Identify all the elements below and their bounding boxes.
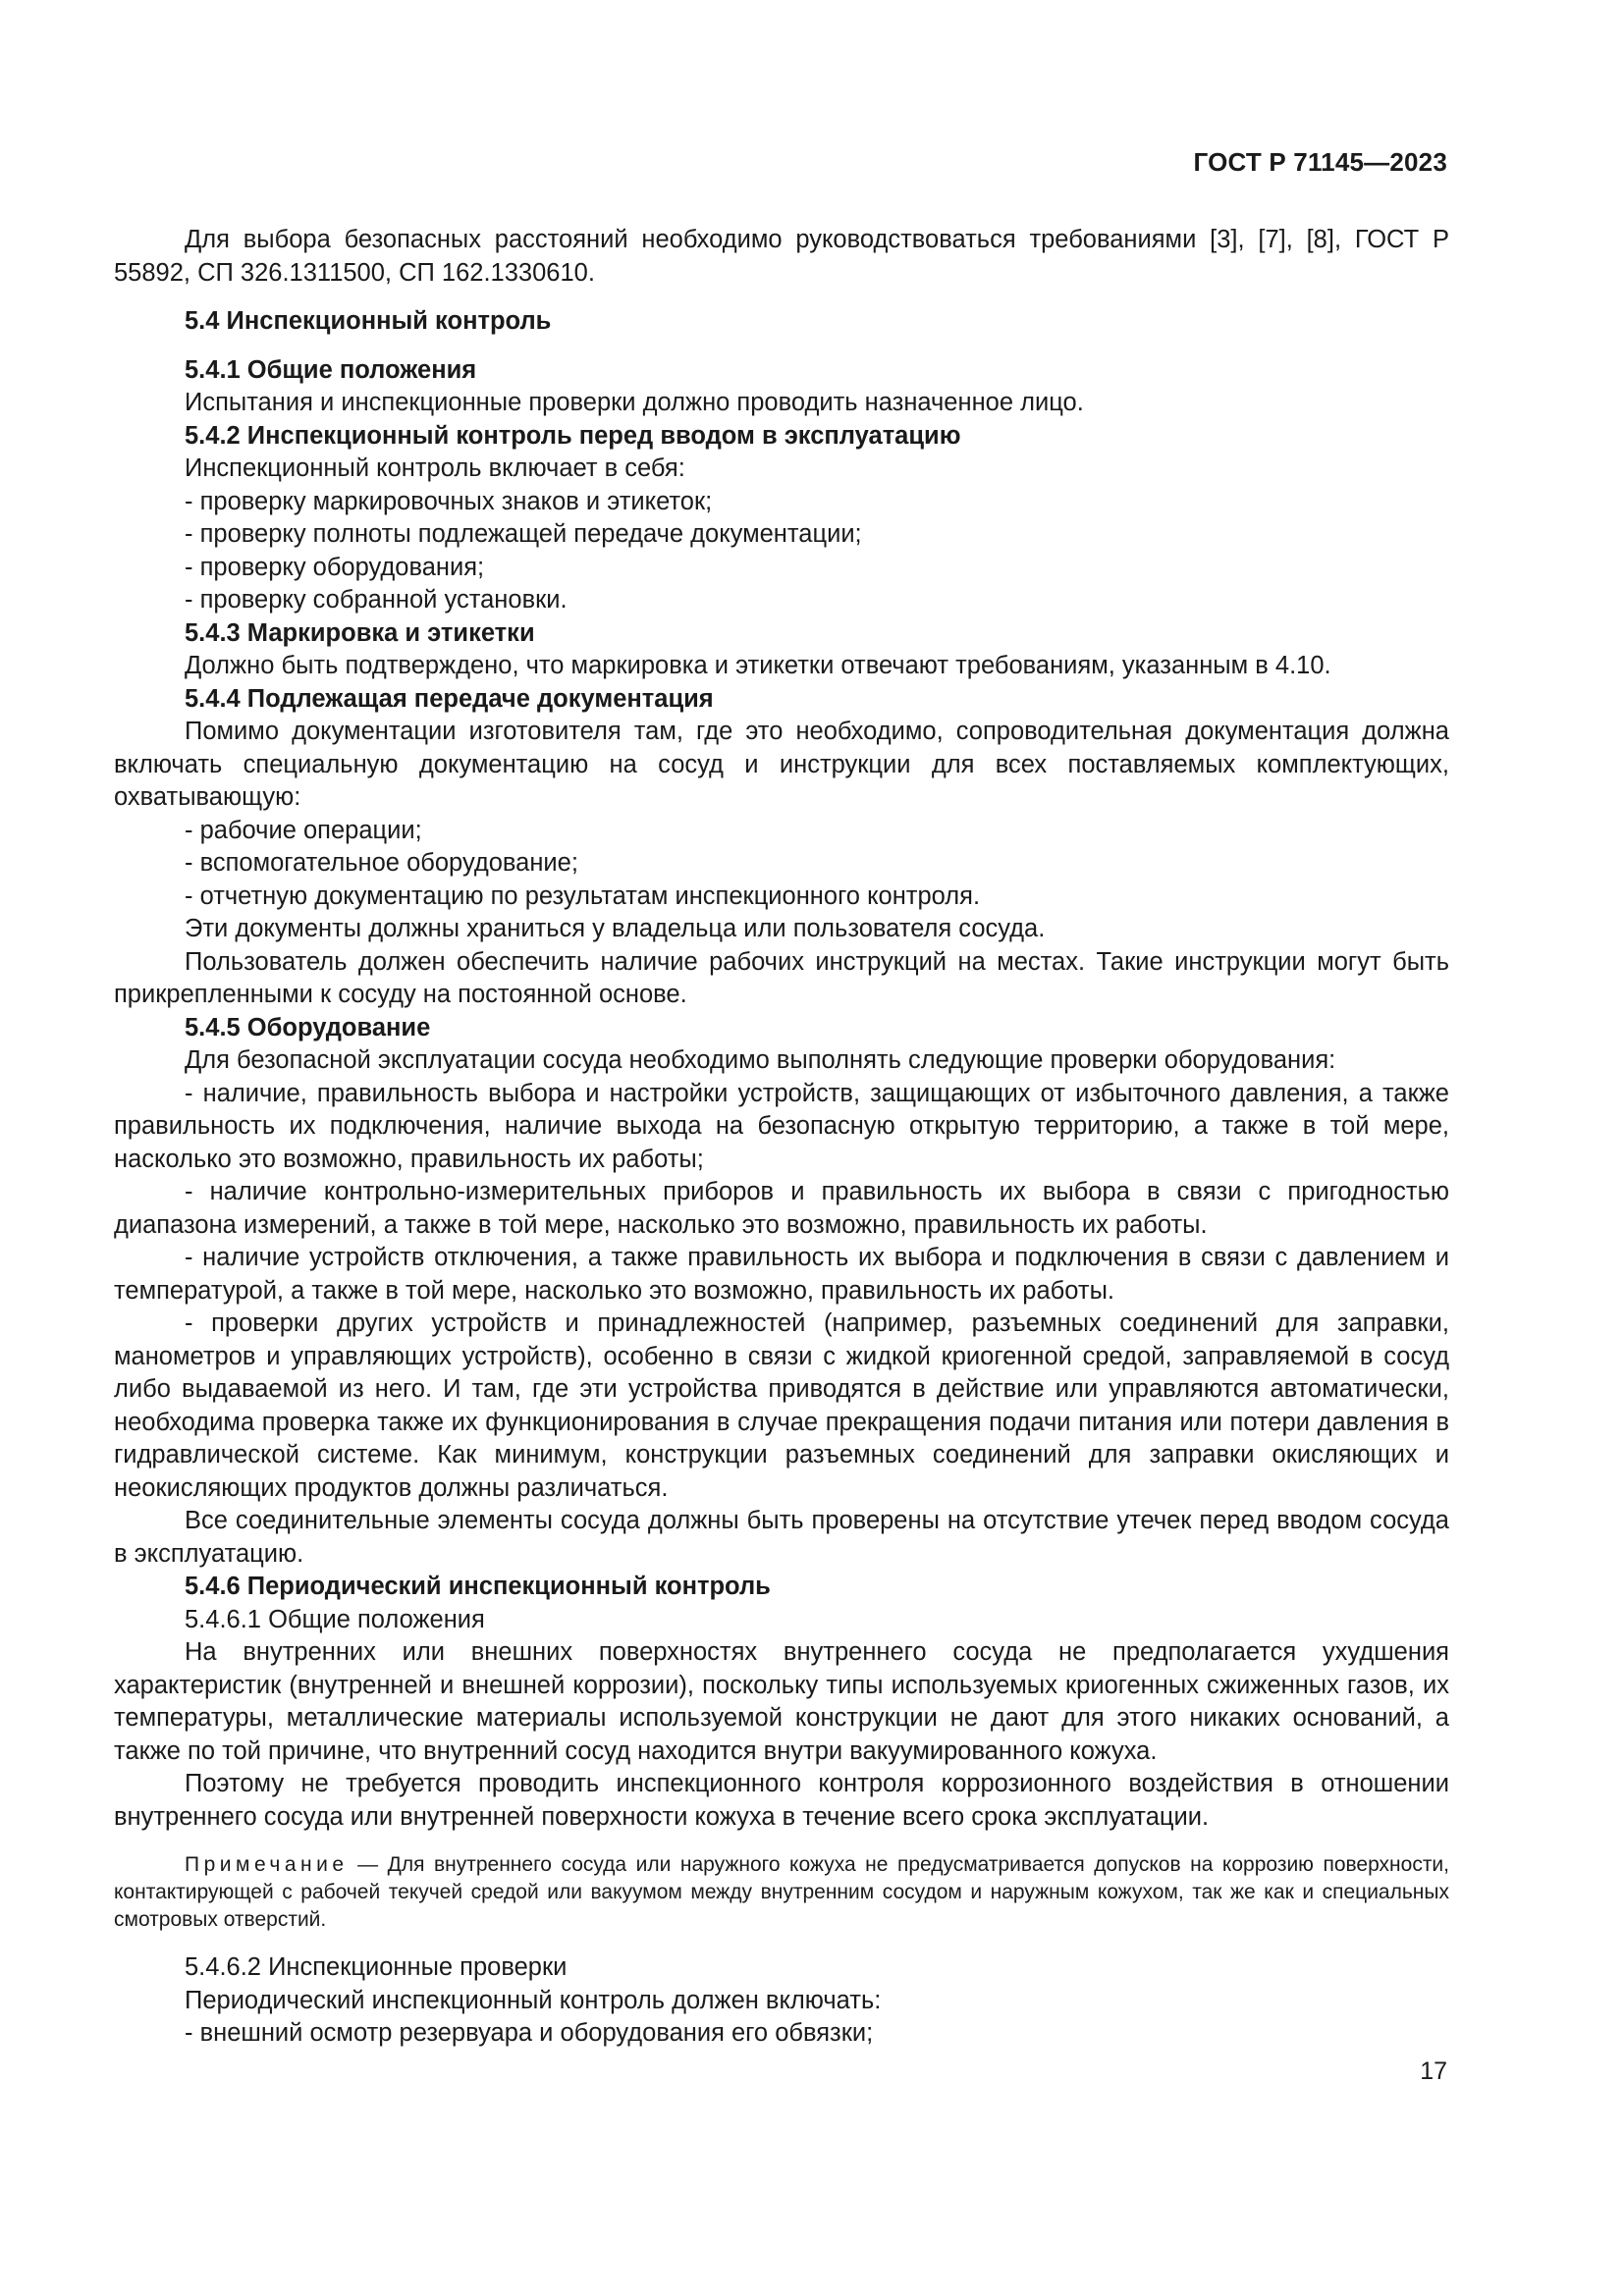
clause-title: 5.4.6.1 Общие положения xyxy=(185,1605,485,1633)
paragraph: Поэтому не требуется проводить инспекционного контроля коррозионного воздействия в отношении внутреннего сосуда или внутренней поверхности кожуха в течение всего срока эксплуатации. xyxy=(114,1770,1449,1831)
paragraph: Помимо документации изготовителя там, где это необходимо, сопроводительная документация должна включать специальную документацию на сосуд и инструкции для всех поставляемых комплектующих, охватывающую: xyxy=(114,718,1449,811)
subsection-heading: 5.4.5 Оборудование xyxy=(185,1013,431,1041)
subsection-heading: 5.4.6 Периодический инспекционный контроль xyxy=(185,1573,771,1600)
list-item: - проверку собранной установки. xyxy=(185,586,568,614)
subsection-heading: 5.4.3 Маркировка и этикетки xyxy=(185,618,535,647)
note xyxy=(114,1851,1449,1934)
paragraph: Пользователь должен обеспечить наличие рабочих инструкций на местах. Такие инструкции могут быть прикрепленными к сосуду на постоянной основе. xyxy=(114,947,1449,1008)
page-body xyxy=(114,224,1449,2051)
paragraph: Должно быть подтверждено, что маркировка и этикетки отвечают требованиям, указанным в 4.10. xyxy=(185,652,1331,679)
document-header: ГОСТ Р 71145—2023 xyxy=(1193,147,1447,177)
page-number: 17 xyxy=(1420,2057,1447,2085)
paragraph: Для безопасной эксплуатации сосуда необходимо выполнять следующие проверки оборудования: xyxy=(185,1046,1336,1074)
section-heading: 5.4 Инспекционный контроль xyxy=(185,307,552,335)
paragraph: Эти документы должны храниться у владельца или пользователя сосуда. xyxy=(185,915,1046,942)
paragraph: - наличие, правильность выбора и настройки устройств, защищающих от избыточного давления, а также правильность их подключения, наличие выхода на безопасную открытую территорию, а также в той мере, насколько это возможно, правильность их работы; xyxy=(114,1079,1449,1173)
list-item: - вспомогательное оборудование; xyxy=(185,849,578,877)
paragraph: - наличие контрольно-измерительных приборов и правильность их выбора в связи с пригодностью диапазона измерений, а также в той мере, насколько это возможно, правильность их работы. xyxy=(114,1178,1449,1239)
note-text: — Для внутреннего сосуда или наружного кожуха не предусматривается допусков на коррозию поверхности, контактирующей с рабочей текучей средой или вакуумом между внутренним сосудом и наружным кожухом, так же как и специальных смотровых отверстий. xyxy=(114,1853,1449,1931)
paragraph: Периодический инспекционный контроль должен включать: xyxy=(185,1986,882,2014)
paragraph: На внутренних или внешних поверхностях внутреннего сосуда не предполагается ухудшения характеристик (внутренней и внешней коррозии), поскольку типы используемых криогенных сжиженных газов, их температуры, металлические материалы используемой конструкции не дают для этого никаких оснований, а также по той причине, что внутренний сосуд находится внутри вакуумированного кожуха. xyxy=(114,1638,1449,1765)
clause-title: 5.4.6.2 Инспекционные проверки xyxy=(185,1953,568,1981)
paragraph: Инспекционный контроль включает в себя: xyxy=(185,454,685,482)
paragraph: Все соединительные элементы сосуда должны быть проверены на отсутствие утечек перед вводом сосуда в эксплуатацию. xyxy=(114,1507,1449,1568)
subsection-heading: 5.4.2 Инспекционный контроль перед вводом в эксплуатацию xyxy=(185,421,961,450)
note-label: Примечание xyxy=(185,1853,349,1876)
paragraph: - наличие устройств отключения, а также правильность их выбора и подключения в связи с давлением и температурой, а также в той мере, насколько это возможно, правильность их работы. xyxy=(114,1244,1449,1305)
paragraph: Испытания и инспекционные проверки должно проводить назначенное лицо. xyxy=(185,389,1084,416)
subsection-heading: 5.4.4 Подлежащая передаче документация xyxy=(185,684,714,713)
list-item: - отчетную документацию по результатам инспекционного контроля. xyxy=(185,881,981,910)
list-item: - внешний осмотр резервуара и оборудования его обвязки; xyxy=(185,2019,874,2047)
list-item: - проверку полноты подлежащей передаче документации; xyxy=(185,520,862,548)
paragraph: Для выбора безопасных расстояний необходимо руководствоваться требованиями [3], [7], [8], ГОСТ Р 55892, СП 326.1311500, СП 162.1330610. xyxy=(114,226,1449,287)
paragraph: - проверки других устройств и принадлежностей (например, разъемных соединений для заправки, манометров и управляющих устройств), особенно в связи с жидкой криогенной средой, заправляемой в сосуд либо выдаваемой из него. И там, где эти устройства приводятся в действие или управляются автоматически, необходима проверка также их функционирования в случае прекращения подачи питания или потери давления в гидравлической системе. Как минимум, конструкции разъемных соединений для заправки окисляющих и неокисляющих продуктов должны различаться. xyxy=(114,1309,1449,1502)
list-item: - проверку оборудования; xyxy=(185,553,485,581)
subsection-heading: 5.4.1 Общие положения xyxy=(185,355,477,384)
list-item: - рабочие операции; xyxy=(185,816,422,844)
list-item: - проверку маркировочных знаков и этикеток; xyxy=(185,487,713,515)
